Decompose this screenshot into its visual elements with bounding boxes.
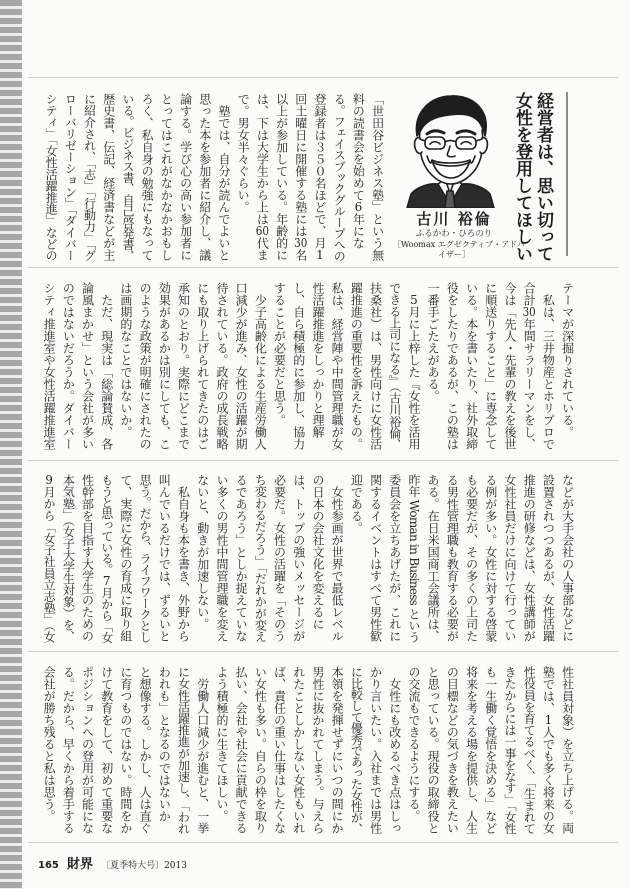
text-column	[41, 93, 60, 261]
magazine-name: 財界	[66, 857, 93, 872]
tier-separator-top	[28, 77, 618, 78]
text-column	[423, 474, 442, 642]
text-column	[97, 666, 116, 834]
text-column	[442, 282, 461, 450]
column-text: われも」となるのではないか	[157, 666, 172, 822]
text-column	[154, 474, 173, 642]
caricature-portrait-icon	[405, 90, 495, 208]
text-column	[231, 666, 250, 834]
text-column	[385, 282, 404, 450]
text-column	[538, 666, 557, 834]
column-text: 思った本を参加者に紹介し、議	[197, 93, 212, 261]
text-column	[346, 666, 365, 834]
column-text: 推進の研修などは、女性講師が	[522, 474, 537, 642]
column-text: 性活躍推進をしっかりと理解	[310, 282, 325, 438]
text-column	[481, 666, 500, 834]
column-text: 私は、三井物産とホリプロで	[541, 282, 556, 450]
text-column	[212, 282, 231, 450]
title-line-2: 女性を登用してほしい	[512, 92, 532, 262]
text-column	[135, 282, 154, 450]
column-text: い女性も多い。自らの枠を取り	[253, 666, 268, 834]
column-text: 塾では、自分が読んでよいと	[216, 93, 231, 261]
column-text: て、実際に女性の育成に取り組	[118, 474, 133, 642]
text-column	[327, 474, 346, 642]
text-column	[156, 93, 175, 261]
text-column	[99, 93, 118, 261]
column-text: 本気塾」（女子大学生対象）を、	[61, 474, 76, 643]
column-text: できる上司になる』（古川裕倫、	[387, 282, 402, 451]
column-text: 叫んでいるだけでは、ずるいと	[157, 474, 172, 642]
text-column	[135, 474, 154, 642]
text-column	[77, 474, 96, 642]
text-column	[39, 474, 58, 642]
column-text: 今は「先人・先輩の教えを後世	[502, 282, 517, 450]
author-name-reading: ふるかわ・ひろのり	[415, 229, 493, 239]
text-column	[538, 474, 557, 642]
column-text: 女性参画が世界で最低レベル	[330, 474, 345, 642]
author-affiliation-line-2: イザー］	[438, 250, 470, 259]
author-portrait	[405, 90, 495, 208]
text-column	[557, 474, 576, 642]
text-column	[365, 666, 384, 834]
text-column	[231, 474, 250, 642]
tier-separator-3-4	[28, 651, 618, 652]
column-text: 払い、会社や社会に貢献できる	[234, 666, 249, 834]
column-text: とってはこれがなかなかおもし	[159, 93, 174, 261]
text-column	[404, 474, 423, 642]
column-text: ち変わるだろう」「だれかが変え	[253, 474, 268, 643]
column-text: で。男女半々ぐらい。	[236, 93, 251, 213]
article-tier-3	[39, 474, 577, 642]
text-column	[557, 282, 576, 450]
column-text: 口減少が進み、女性の活躍が期	[234, 282, 249, 450]
column-text: の日本の会社文化を変えるに	[310, 474, 325, 630]
article-title	[511, 92, 553, 264]
text-column	[175, 93, 194, 261]
column-text: 性幹部を目指す大学生のための	[80, 474, 95, 642]
text-column	[97, 282, 116, 450]
column-text: 本領を発揮せずにいつの間にか	[330, 666, 345, 834]
column-text: ば、責任の重い仕事はしたくな	[272, 666, 287, 834]
text-column	[329, 93, 348, 261]
column-text: は、トップの強いメッセージが	[291, 474, 306, 642]
text-column	[461, 474, 480, 642]
column-text: のような政策が明確にされたの	[138, 282, 153, 450]
column-text: することが必要だと思う。	[272, 282, 287, 426]
column-text: も一生働く覚悟を決める」など	[483, 666, 498, 834]
text-column	[195, 93, 214, 261]
text-column	[116, 282, 135, 450]
text-column	[404, 282, 423, 450]
column-text: 関するイベントはすべて男性歓	[368, 474, 383, 642]
text-column	[308, 282, 327, 450]
title-accent-rule	[566, 92, 568, 256]
author-affiliation-line-1: ［Woomax エグゼクティブ・アドバ	[393, 240, 525, 249]
column-text: 昨年 Woman in Business という	[406, 474, 421, 642]
text-column	[367, 93, 386, 261]
text-column	[154, 666, 173, 834]
text-column	[500, 282, 519, 450]
column-text: る男性管理職も教育する必要が	[445, 474, 460, 642]
text-column	[135, 666, 154, 834]
column-text: 少子高齢化による生産労働人	[253, 282, 268, 450]
column-text: 一番手ごたえがある。	[426, 282, 441, 402]
column-text: にも取り上げられてきたのはご	[195, 282, 210, 450]
column-text: 私自身も本を書き、外野から	[176, 474, 191, 642]
text-column	[250, 474, 269, 642]
column-text: よう積極的に生きてほしい。	[214, 666, 229, 822]
column-text: の目標などの気づきを教えたい	[445, 666, 460, 834]
column-text: 迎である。	[349, 474, 364, 534]
text-column	[193, 474, 212, 642]
text-column	[481, 474, 500, 642]
column-text: い多くの男性中間管理職を変え	[214, 474, 229, 642]
text-column	[233, 93, 252, 261]
text-column	[116, 474, 135, 642]
text-column	[423, 282, 442, 450]
text-column	[327, 666, 346, 834]
text-column	[365, 474, 384, 642]
text-column	[212, 474, 231, 642]
column-text: 登録者は３５０名ほどで、月1	[312, 93, 327, 261]
text-column	[173, 666, 192, 834]
column-text: きたからには一事をなす」「女性	[502, 666, 517, 835]
column-text: ろく、私自身の勉強にもなって	[140, 93, 155, 261]
text-column	[116, 666, 135, 834]
text-column	[500, 474, 519, 642]
text-column	[519, 666, 538, 834]
column-text: 男性に抜かれてしまう。与えら	[310, 666, 325, 834]
text-column	[442, 474, 461, 642]
column-text: 将来を考える場を提供し、人生	[464, 666, 479, 834]
page-edge-index-stripes	[0, 0, 22, 889]
column-text: 9月から「女子社員立志塾」（女	[42, 474, 57, 643]
column-text: に順送りすること」に専念して	[483, 282, 498, 450]
column-text: などが大手会社の人事部などに	[560, 474, 575, 642]
column-text: シティ推進室や女性活躍推進室	[42, 282, 57, 450]
column-text: 歴史書、伝記、経済書などが主	[101, 93, 116, 261]
article-tier-4	[39, 666, 577, 834]
text-column	[557, 666, 576, 834]
text-column	[385, 474, 404, 642]
text-column	[269, 282, 288, 450]
column-text: に育つものではない。時間をか	[118, 666, 133, 834]
text-column	[348, 93, 367, 261]
text-column	[308, 666, 327, 834]
text-column	[154, 282, 173, 450]
text-column	[39, 282, 58, 450]
column-text: いる。本を書いたり、社外取締	[464, 282, 479, 450]
text-column	[289, 666, 308, 834]
text-column	[173, 282, 192, 450]
text-column	[310, 93, 329, 261]
column-text: と想像する。しかし、人は直ぐ	[138, 666, 153, 834]
column-text: に女性活躍推進が加速し、「われ	[176, 666, 191, 835]
column-text: 扶桑社）は、男性向けに女性活	[368, 282, 383, 450]
column-text: に比較して優秀であった女性が、	[349, 666, 364, 835]
issue-label: 〔夏季特大号〕2013	[101, 861, 187, 871]
text-column	[271, 93, 290, 261]
page-footer	[38, 853, 187, 872]
column-text: 以上が参加している。年齢的に	[274, 93, 289, 261]
text-column	[519, 282, 538, 450]
column-text: 女性にも改めるべき点はしっ	[387, 666, 402, 834]
column-text: も必要だが、その多くの上司た	[464, 474, 479, 642]
column-text: に紹介され、「志」「行動力」「グ	[82, 93, 97, 261]
text-column	[365, 282, 384, 450]
column-text: 必要だ。女性の活躍を「そのう	[272, 474, 287, 642]
column-text: 私は、経営陣や中間管理職が女	[330, 282, 345, 450]
column-text: る。フェイスブックグループへの	[332, 93, 347, 262]
column-text: 性社員対象）を立ち上げる。両	[560, 666, 575, 834]
column-text: る例が多い。女性に対する啓蒙	[483, 474, 498, 642]
text-column	[231, 282, 250, 450]
column-text: 躍推進の重要性を訴えたもの。	[349, 282, 364, 450]
text-column	[212, 666, 231, 834]
text-column	[60, 93, 79, 261]
text-column	[269, 474, 288, 642]
column-text: テーマが深掘りされている。	[560, 282, 575, 438]
article-tier-2	[39, 282, 577, 450]
text-column	[269, 666, 288, 834]
author-byline	[393, 210, 525, 260]
tier-separator-1-2	[28, 267, 618, 268]
text-column	[137, 93, 156, 261]
text-column	[58, 282, 77, 450]
column-text: ポジションへの登用が可能にな	[80, 666, 95, 834]
column-text: ローバリゼーション」「ダイバー	[63, 93, 78, 262]
text-column	[118, 93, 137, 261]
column-text: ある。在日米国商工会議所は、	[426, 474, 441, 642]
text-column	[404, 666, 423, 834]
column-text: いる。ビジネス書、自己啓発書、	[120, 93, 135, 262]
text-column	[250, 282, 269, 450]
column-text: ただ、現実は「総論賛成、各	[99, 282, 114, 450]
column-text: 女性社員だけに向けて行ってい	[502, 474, 517, 642]
text-column	[346, 282, 365, 450]
column-text: ないと、動きが加速しない。	[195, 474, 210, 630]
tier-separator-2-3	[28, 460, 618, 461]
text-column	[193, 666, 212, 834]
text-column	[327, 282, 346, 450]
column-text: 性役員を育てるべく、「生まれて	[522, 666, 537, 835]
text-column	[58, 666, 77, 834]
column-text: る。だから、早くから着手する	[61, 666, 76, 834]
article-tier-1	[41, 93, 387, 261]
text-column	[193, 282, 212, 450]
column-text: シティ」「女性活躍推進」などの	[44, 93, 59, 262]
text-column	[308, 474, 327, 642]
text-column	[79, 93, 98, 261]
column-text: 「世田谷ビジネス塾」という無	[370, 93, 385, 261]
text-column	[461, 282, 480, 450]
text-column	[291, 93, 310, 261]
column-text: 合計30年間サラリーマンをし、	[522, 282, 537, 450]
text-column	[77, 666, 96, 834]
column-text: は画期的なことではないか。	[118, 282, 133, 438]
column-text: 思う。だから、ライフワークとし	[138, 474, 153, 643]
text-column	[481, 282, 500, 450]
column-text: と思っている。現役の取締役と	[426, 666, 441, 834]
column-text: の交流もできるようにする。	[406, 666, 421, 822]
text-column	[250, 666, 269, 834]
column-text: のではないだろうか。ダイバー	[61, 282, 76, 450]
column-text: 労働人口減少が進むと、一挙	[195, 666, 210, 834]
text-column	[442, 666, 461, 834]
tier-separator-bottom	[28, 842, 618, 843]
column-text: 論する。学び心の高い参加者に	[178, 93, 193, 261]
column-text: 役をしたりであるが、この塾は	[445, 282, 460, 450]
text-column	[461, 666, 480, 834]
column-text: は、下は大学生から上は60代ま	[255, 93, 270, 261]
column-text: 設置されつつあるが、女性活躍	[541, 474, 556, 642]
text-column	[538, 282, 557, 450]
text-column	[346, 474, 365, 642]
column-text: 承知のとおり。実際にどこまで	[176, 282, 191, 450]
text-column	[500, 666, 519, 834]
column-text: もうと思っている。7月から「女	[99, 474, 114, 643]
text-column	[173, 474, 192, 642]
column-text: 塾では、1人でも多く将来の女	[541, 666, 556, 834]
text-column	[519, 474, 538, 642]
column-text: 回土曜日に開催する塾には30名	[293, 93, 308, 261]
column-text: かり言いたい。入社までは男性	[368, 666, 383, 834]
column-text: 委員会を立ちあげたが、これに	[387, 474, 402, 642]
text-column	[58, 474, 77, 642]
column-text: 料の読書会を始めて6年にな	[351, 93, 366, 249]
column-text: 論風まかせ」という会社が多い	[80, 282, 95, 450]
text-column	[97, 474, 116, 642]
column-text: 効果があるかは別にしても、こ	[157, 282, 172, 450]
column-text: れたことしかしない女性もいれ	[291, 666, 306, 834]
text-column	[289, 474, 308, 642]
title-line-1: 経営者は、思い切って	[533, 92, 553, 262]
author-name: 古川 裕倫	[416, 210, 492, 228]
column-text: し、自ら積極的に参加し、協力	[291, 282, 306, 450]
text-column	[214, 93, 233, 261]
column-text: 待されている。政府の成長戦略	[214, 282, 229, 450]
text-column	[289, 282, 308, 450]
text-column	[39, 666, 58, 834]
text-column	[252, 93, 271, 261]
column-text: 5月に上梓した『女性を活用	[406, 294, 421, 450]
page-number: 165	[38, 860, 59, 871]
text-column	[77, 282, 96, 450]
column-text: けて教育をして、初めて重要な	[99, 666, 114, 834]
text-column	[385, 666, 404, 834]
text-column	[423, 666, 442, 834]
column-text: 会社が勝ち残ると私は思う。	[42, 666, 57, 822]
column-text: るであろう」としか捉えていな	[234, 474, 249, 642]
